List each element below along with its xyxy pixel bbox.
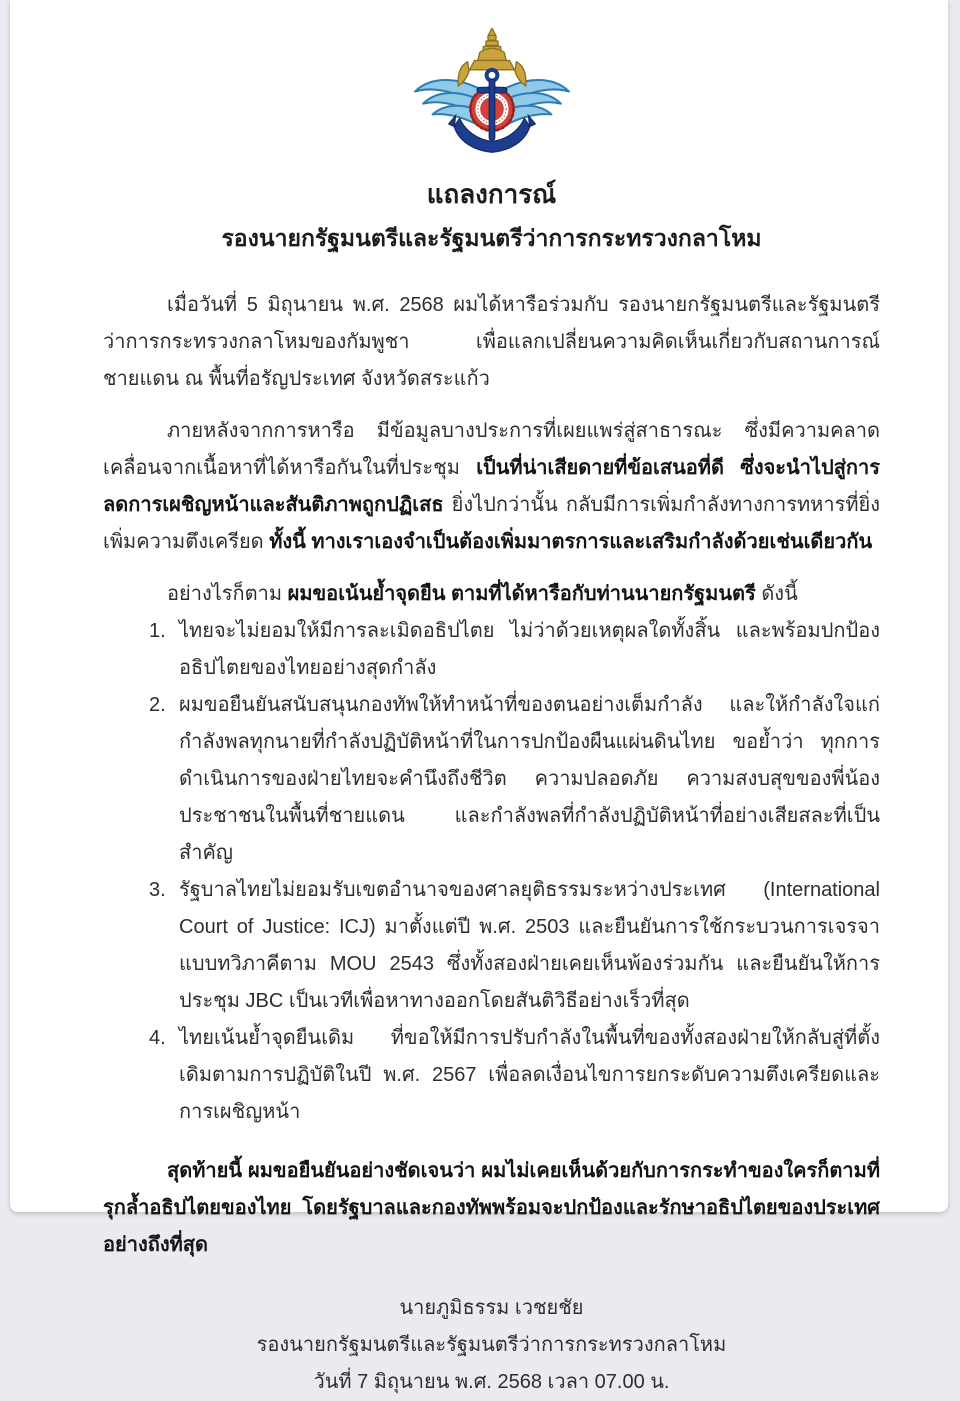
paragraph-meeting-intro [103, 287, 880, 398]
paragraph2-normal2: ยิ่งไปกว่านั้น กลับมีการเพิ่มกำลังทางการทหารที่ยิ่งเพิ่มความตึงเครียด [103, 494, 880, 553]
paragraph2-bold1: เป็นที่น่าเสียดายที่ข้อเสนอที่ดี ซึ่งจะนำไปสู่การลดการเผชิญหน้าและสันติภาพถูกปฏิเสธ [103, 457, 880, 516]
emblem-graphic [411, 28, 573, 163]
signature-block [103, 1290, 880, 1401]
paragraph2-normal1: ภายหลังจากการหารือ มีข้อมูลบางประการที่เผยแพร่สู่สาธารณะ ซึ่งมีความคลาดเคลื่อนจากเนื้อหาที่ได้หารือกันในที่ประชุม [103, 420, 880, 479]
list-item-3 [103, 872, 880, 1020]
position-list [103, 613, 880, 1131]
list-item-4 [103, 1020, 880, 1131]
lead-in-bold: ผมขอเน้นย้ำจุดยืน ตามที่ได้หารือกับท่านนายกรัฐมนตรี [287, 583, 756, 605]
list-item-2 [103, 687, 880, 872]
document-title: แถลงการณ์ [426, 179, 557, 209]
document-subtitle: รองนายกรัฐมนตรีและรัฐมนตรีว่าการกระทรวงกลาโหม [221, 225, 762, 251]
list-item-4-text: ไทยเน้นย้ำจุดยืนเดิม ที่ขอให้มีการปรับกำลังในพื้นที่ของทั้งสองฝ่ายให้กลับสู่ที่ตั้งเดิมตามการปฏิบัติในปี พ.ศ. 2567 เพื่อลดเงื่อนไขการยกระดับความตึงเครียดและการเผชิญหน้า [179, 1027, 880, 1123]
signature-datetime: วันที่ 7 มิถุนายน พ.ศ. 2568 เวลา 07.00 น. [313, 1371, 670, 1393]
list-item-4-number: 4. [149, 1027, 166, 1049]
list-item-1-text: ไทยจะไม่ยอมให้มีการละเมิดอธิปไตย ไม่ว่าด้วยเหตุผลใดทั้งสิ้น และพร้อมปกป้องอธิปไตยของไทยอย่างสุดกำลัง [179, 620, 880, 679]
closing-paragraph-text: สุดท้ายนี้ ผมขอยืนยันอย่างชัดเจนว่า ผมไม่เคยเห็นด้วยกับการกระทำของใครก็ตามที่รุกล้ำอธิปไตยของไทย โดยรัฐบาลและกองทัพพร้อมจะปกป้องและรักษาอธิปไตยของประเทศอย่างถึงที่สุด [103, 1160, 880, 1256]
closing-paragraph [103, 1153, 880, 1264]
list-item-2-text: ผมขอยืนยันสนับสนุนกองทัพให้ทำหน้าที่ของตนอย่างเต็มกำลัง และให้กำลังใจแก่กำลังพลทุกนายที่กำลังปฏิบัติหน้าที่ในการปกป้องผืนแผ่นดินไทย ขอย้ำว่า ทุกการดำเนินการของฝ่ายไทยจะคำนึงถึงชีวิต ความปลอดภัย ความสงบสุขของพี่น้องประชาชนในพื้นที่ชายแดน และกำลังพลที่กำลังปฏิบัติหน้าที่อย่างเสียสละที่เป็นสำคัญ [179, 694, 880, 864]
list-item-3-text: รัฐบาลไทยไม่ยอมรับเขตอำนาจของศาลยุติธรรมระหว่างประเทศ (International Court of Justice: ICJ) มาตั้งแต่ปี พ.ศ. 2503 และยืนยันการใช้กระบวนการเจรจาแบบทวิภาคีตาม MOU 2543 ซึ่งทั้งสองฝ่ายเคยเห็นพ้องร่วมกัน และยืนยันให้การประชุม JBC เป็นเวทีเพื่อหาทางออกโดยสันติวิธีอย่างเร็วที่สุด [179, 879, 880, 1012]
lead-in-normal1: อย่างไรก็ตาม [167, 583, 288, 605]
crown-icon [458, 28, 526, 86]
list-item-3-number: 3. [149, 879, 166, 901]
paragraph2-bold2: ทั้งนี้ ทางเราเองจำเป็นต้องเพิ่มมาตรการและเสริมกำลังด้วยเช่นเดียวกัน [269, 531, 873, 553]
list-item-1-number: 1. [149, 620, 166, 642]
list-item-2-number: 2. [149, 694, 166, 716]
list-lead-in [103, 576, 880, 613]
paragraph-meeting-intro-text: เมื่อวันที่ 5 มิถุนายน พ.ศ. 2568 ผมได้หารือร่วมกับ รองนายกรัฐมนตรีและรัฐมนตรีว่าการกระทรวงกลาโหมของกัมพูชา เพื่อแลกเปลี่ยนความคิดเห็นเกี่ยวกับสถานการณ์ชายแดน ณ พื้นที่อรัญประเทศ จังหวัดสระแก้ว [103, 294, 880, 390]
paragraph-after-discussion [103, 413, 880, 561]
signatory-name: นายภูมิธรรม เวชยชัย [399, 1297, 584, 1319]
ministry-of-defence-emblem [103, 28, 880, 168]
signatory-position: รองนายกรัฐมนตรีและรัฐมนตรีว่าการกระทรวงกลาโหม [256, 1334, 727, 1356]
list-item-1 [103, 613, 880, 687]
statement-document-page [10, 0, 948, 1393]
lead-in-normal2: ดังนี้ [755, 583, 798, 605]
